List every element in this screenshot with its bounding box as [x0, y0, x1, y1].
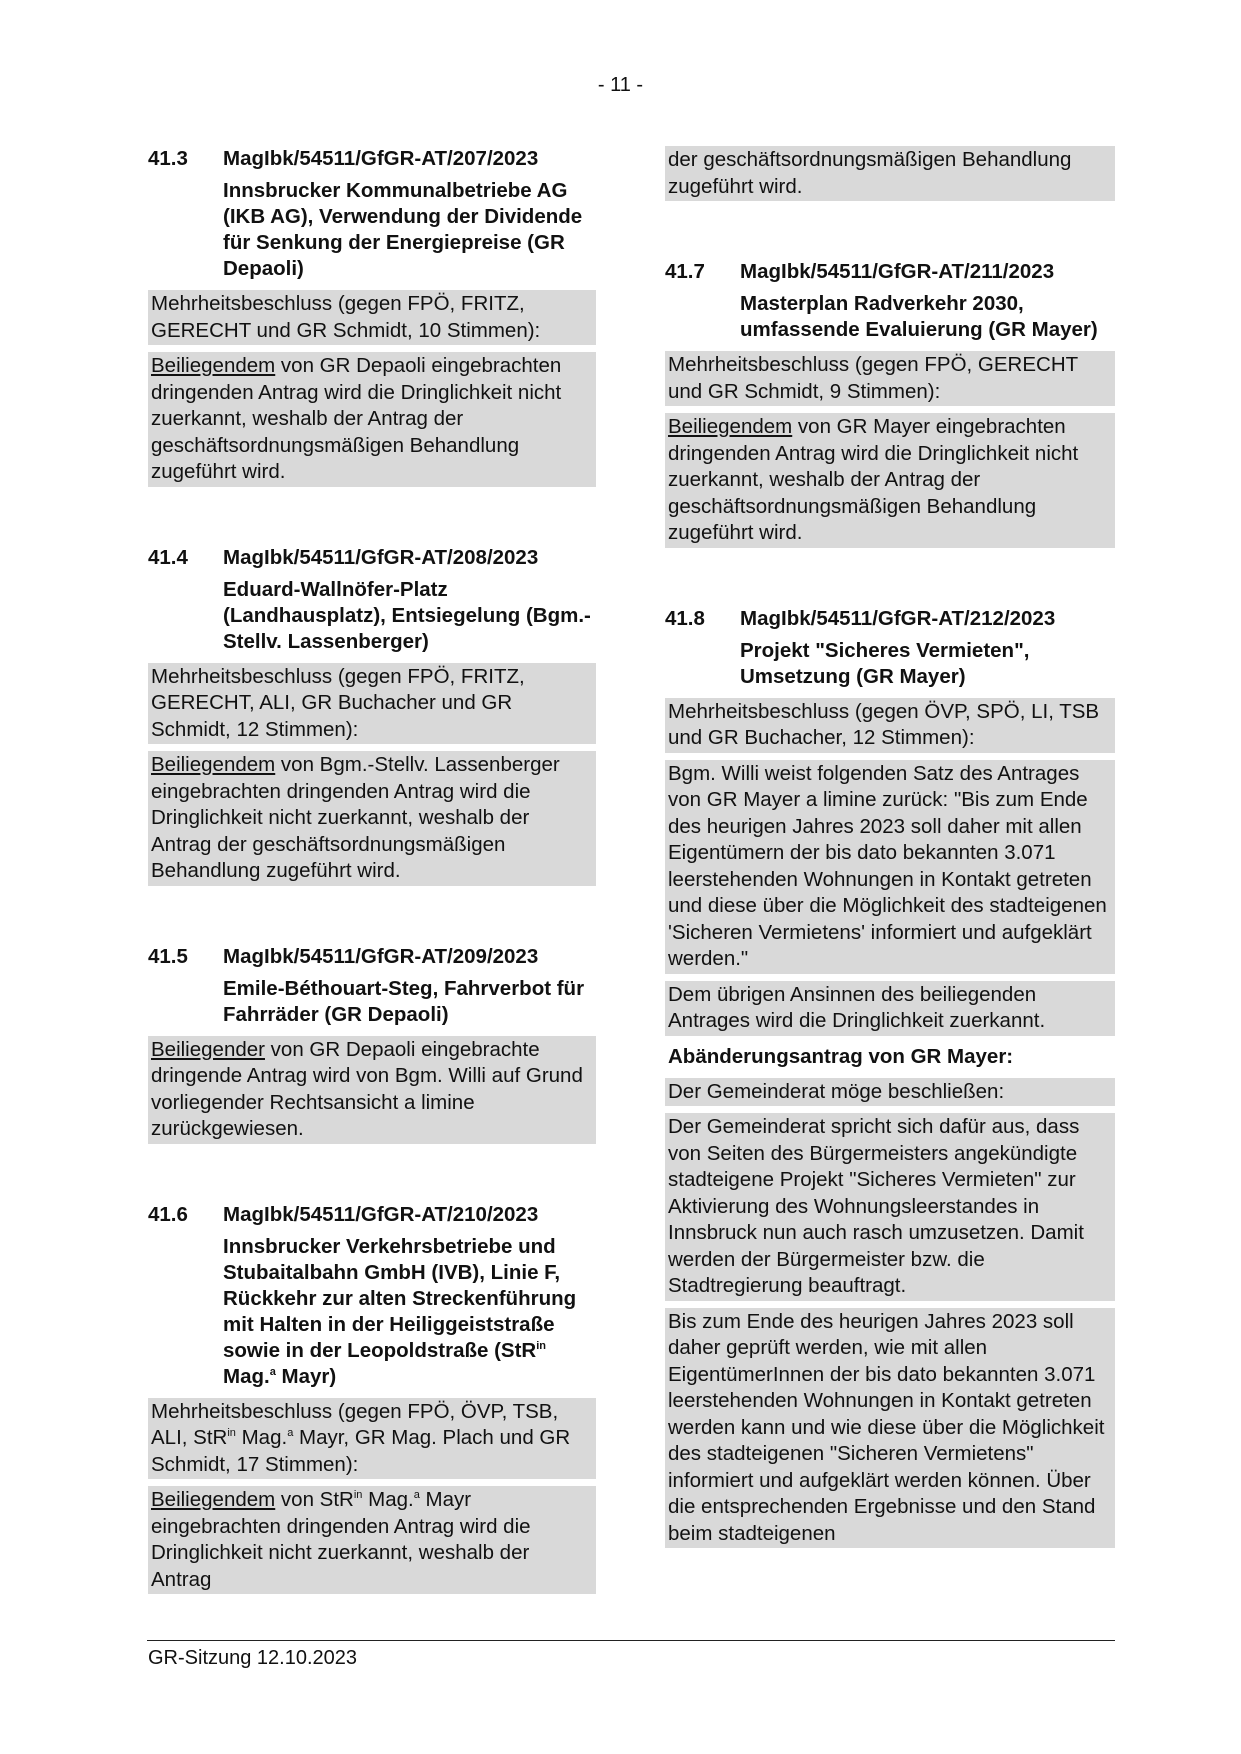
decision-text-2: Dem übrigen Ansinnen des beiliegenden Antrages wird die Dringlichkeit zuerkannt. — [665, 981, 1115, 1036]
item-reference: MagIbk/54511/GfGR-AT/210/2023 — [223, 1202, 539, 1226]
underlined-lead: Beiliegender — [151, 1037, 265, 1061]
decision-text: Beiliegendem von GR Mayer eingebrachten dringenden Antrag wird die Dringlichkeit nicht zuerkannt, weshalb der Antrag der geschäftsordnungsmäßigen Behandlung zugeführt wird. — [665, 413, 1115, 548]
item-number: 41.8 — [665, 606, 705, 630]
item-title: Innsbrucker Verkehrsbetriebe und Stubaitalbahn GmbH (IVB), Linie F, Rückkehr zur alten Streckenführung mit Halten in der Heiliggeiststraße sowie in der Leopoldstraße (StR$^{in}$ Mag.$^a$ Mayr) — [223, 1234, 577, 1388]
footer-text: GR-Sitzung 12.10.2023 — [148, 1647, 358, 1669]
item-number: 41.7 — [665, 260, 705, 283]
decision-text: Beiliegendem von GR Depaoli eingebrachten dringenden Antrag wird die Dringlichkeit nicht zuerkannt, weshalb der Antrag der geschäftsordnungsmäßigen Behandlung zugeführt wird. — [148, 352, 596, 487]
amendment-paragraph-2: Bis zum Ende des heurigen Jahres 2023 soll daher geprüft werden, wie mit allen EigentümerInnen der bis dato bekannten 3.071 leerstehenden Wohnungen in Kontakt getreten werden kann und wie diese über die Möglichkeit des stadteigenen "Sicheren Vermietens" informiert und aufgeklärt werden können. Über die entsprechenden Ergebnisse und den Stand beim stadteigenen — [665, 1308, 1115, 1549]
item-title: Emile-Béthouart-Steg, Fahrverbot für Fahrräder (GR Depaoli) — [223, 976, 585, 1026]
item-heading-41-3 — [148, 146, 596, 172]
amendment-intro: Der Gemeinderat möge beschließen: — [665, 1078, 1115, 1107]
vote-result: Mehrheitsbeschluss (gegen FPÖ, FRITZ, GERECHT und GR Schmidt, 10 Stimmen): — [148, 290, 596, 345]
item-heading-41-4 — [148, 545, 596, 571]
vote-result: Mehrheitsbeschluss (gegen FPÖ, FRITZ, GERECHT, ALI, GR Buchacher und GR Schmidt, 12 Stimmen): — [148, 663, 596, 745]
page-number: - 11 - — [597, 74, 644, 96]
item-title: Eduard-Wallnöfer-Platz (Landhausplatz), Entsiegelung (Bgm.-Stellv. Lassenberger) — [223, 577, 591, 653]
item-number: 41.5 — [148, 944, 188, 968]
item-heading-41-7 — [665, 259, 1115, 285]
item-number: 41.6 — [148, 1202, 188, 1226]
vote-result: Mehrheitsbeschluss (gegen FPÖ, ÖVP, TSB, ALI, StR$^{in}$ Mag.$^a$ Mayr, GR Mag. Plach und GR Schmidt, 17 Stimmen): — [148, 1398, 596, 1480]
decision-text: Beiliegendem von StR$^{in}$ Mag.$^a$ Mayr eingebrachten dringenden Antrag wird die Dringlichkeit nicht zuerkannt, weshalb der Antrag — [148, 1486, 596, 1594]
footer-divider — [147, 1640, 1115, 1641]
underlined-lead: Beiliegendem — [668, 415, 793, 438]
item-reference: MagIbk/54511/GfGR-AT/211/2023 — [740, 260, 1055, 283]
decision-text: Beiliegender von GR Depaoli eingebrachte dringende Antrag wird von Bgm. Willi auf Grund vorliegender Rechtsansicht a limine zurückgewiesen. — [148, 1036, 596, 1144]
item-reference: MagIbk/54511/GfGR-AT/212/2023 — [740, 606, 1056, 630]
underlined-lead: Beiliegendem — [151, 1488, 276, 1511]
item-heading-41-5 — [148, 944, 596, 970]
item-number: 41.3 — [148, 147, 188, 170]
item-heading-41-8 — [665, 606, 1115, 632]
vote-result: Mehrheitsbeschluss (gegen FPÖ, GERECHT und GR Schmidt, 9 Stimmen): — [665, 351, 1115, 406]
item-title: Masterplan Radverkehr 2030, umfassende Evaluierung (GR Mayer) — [740, 292, 1098, 341]
amendment-paragraph: Der Gemeinderat spricht sich dafür aus, dass von Seiten des Bürgermeisters angekündigte stadteigene Projekt "Sicheres Vermieten" zur Aktivierung des Wohnungsleerstandes in Innsbruck nun auch rasch umzusetzen. Damit werden der Bürgermeister bzw. die Stadtregierung beauftragt. — [665, 1113, 1115, 1301]
item-reference: MagIbk/54511/GfGR-AT/208/2023 — [223, 545, 539, 569]
item-reference: MagIbk/54511/GfGR-AT/209/2023 — [223, 944, 539, 968]
amendment-heading: Abänderungsantrag von GR Mayer: — [668, 1044, 1014, 1068]
left-column — [148, 146, 596, 1601]
continued-text: der geschäftsordnungsmäßigen Behandlung zugeführt wird. — [665, 146, 1115, 201]
decision-text: Bgm. Willi weist folgenden Satz des Antrages von GR Mayer a limine zurück: "Bis zum Ende des heurigen Jahres 2023 soll daher mit allen Eigentümern der bis dato bekannten 3.071 leerstehenden Wohnungen in Kontakt getreten und diese über die Möglichkeit des stadteigenen 'Sicheren Vermietens' informiert und aufgeklärt werden." — [665, 760, 1115, 974]
item-number: 41.4 — [148, 545, 188, 569]
item-heading-41-6 — [148, 1202, 596, 1228]
item-title: Projekt "Sicheres Vermieten", Umsetzung (GR Mayer) — [740, 638, 1030, 688]
underlined-lead: Beiliegendem — [151, 354, 276, 377]
underlined-lead: Beiliegendem — [151, 753, 276, 776]
right-column — [665, 146, 1115, 1555]
item-title: Innsbrucker Kommunalbetriebe AG (IKB AG), Verwendung der Dividende für Senkung der Energiepreise (GR Depaoli) — [223, 179, 583, 280]
vote-result: Mehrheitsbeschluss (gegen ÖVP, SPÖ, LI, TSB und GR Buchacher, 12 Stimmen): — [665, 698, 1115, 753]
decision-text: Beiliegendem von Bgm.-Stellv. Lassenberger eingebrachten dringenden Antrag wird die Dringlichkeit nicht zuerkannt, weshalb der Antrag der geschäftsordnungsmäßigen Behandlung zugeführt wird. — [148, 751, 596, 886]
item-reference: MagIbk/54511/GfGR-AT/207/2023 — [223, 147, 539, 170]
